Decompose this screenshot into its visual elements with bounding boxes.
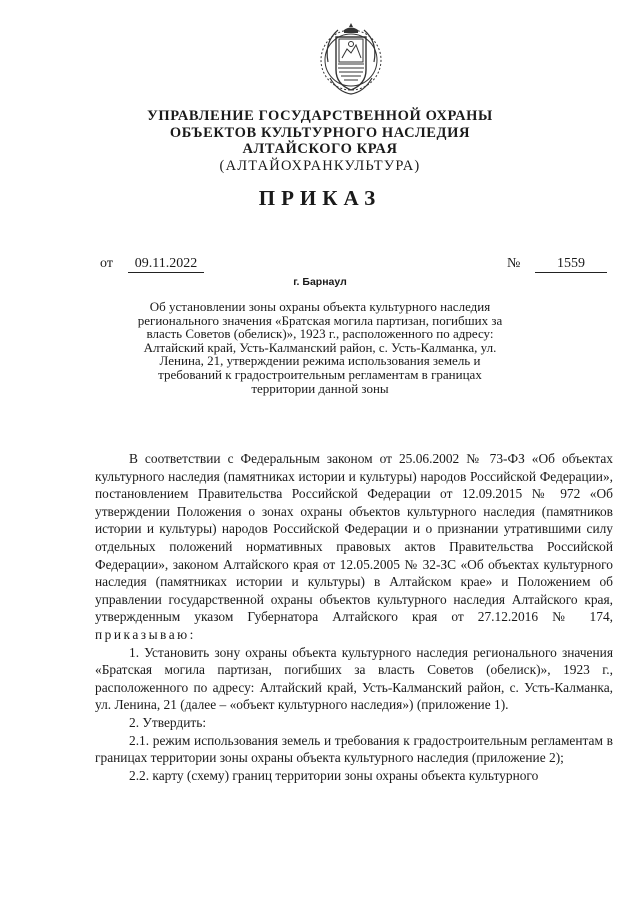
coat-of-arms-icon — [316, 22, 386, 98]
city-label: г. Барнаул — [293, 276, 347, 288]
preamble-text: В соответствии с Федеральным законом от 25.06.2002 № 73-ФЗ «Об объектах культурного наследия (памятниках истории и культуры) народов Российской Федерации», постановлением Правительства Российской Федерации от 12.09.2015 № 972 «Об утверждении Положения о зонах охраны объектов культурного наследия (памятников истории и культуры) народов Российской Федерации и о признании утратившими силу отдельных положений нормативных правовых актов Правительства Российской Федерации», законом Алтайского края от 12.05.2005 № 32-ЗС «Об объектах культурного наследия (памятниках истории и культуры) в Алтайском крае» и Положением об управлении государственной охраны объектов культурного наследия Алтайского края, утвержденным указом Губернатора Алтайского края от 27.12.2016 № 174, — [95, 451, 613, 625]
number-label: № — [507, 256, 521, 271]
item-2-2: 2.2. карту (схему) границ территории зоны охраны объекта культурного — [129, 767, 539, 783]
document-date: 09.11.2022 — [128, 256, 204, 273]
agency-line-2: ОБЪЕКТОВ КУЛЬТУРНОГО НАСЛЕДИЯ — [169, 124, 471, 141]
agency-abbreviation: (АЛТАЙОХРАНКУЛЬТУРА) — [219, 157, 421, 174]
document-subject: Об установлении зоны охраны объекта культурного наследия регионального значения «Братская могила партизан, погибших за власть Советов (обелиск)», 1923 г., расположенного по адресу: Алтайский край, Усть-Калманский район, с. Усть-Калманка, ул. Ленина, 21, утверждении режима использования земель и требований к градостроительным регламентам в границах территории данной зоны — [137, 299, 503, 396]
agency-line-1: УПРАВЛЕНИЕ ГОСУДАРСТВЕННОЙ ОХРАНЫ — [147, 108, 493, 124]
item-2: 2. Утвердить: — [129, 714, 207, 730]
document-number: 1559 — [535, 256, 607, 273]
item-1: 1. Установить зону охраны объекта культурного наследия регионального значения «Братская могила партизан, погибших за власть Советов (обелиск)», 1923 г., расположенного по адресу: Алтайский край, Усть-Калманский район, с. Усть-Калманка, ул. Ленина, 21 (далее – «объект культурного наследия») (приложение 1). — [95, 644, 613, 713]
item-2-1: 2.1. режим использования земель и требования к градостроительным регламентам в границах территории зоны охраны объекта культурного наследия (приложение 2); — [95, 732, 613, 766]
date-label: от — [100, 256, 113, 271]
document-body — [95, 450, 613, 784]
agency-name — [0, 108, 640, 174]
document-type-title: ПРИКАЗ — [258, 186, 382, 210]
preamble-paragraph — [95, 450, 613, 644]
agency-line-3: АЛТАЙСКОГО КРАЯ — [242, 141, 398, 157]
order-word: приказываю: — [95, 626, 196, 642]
